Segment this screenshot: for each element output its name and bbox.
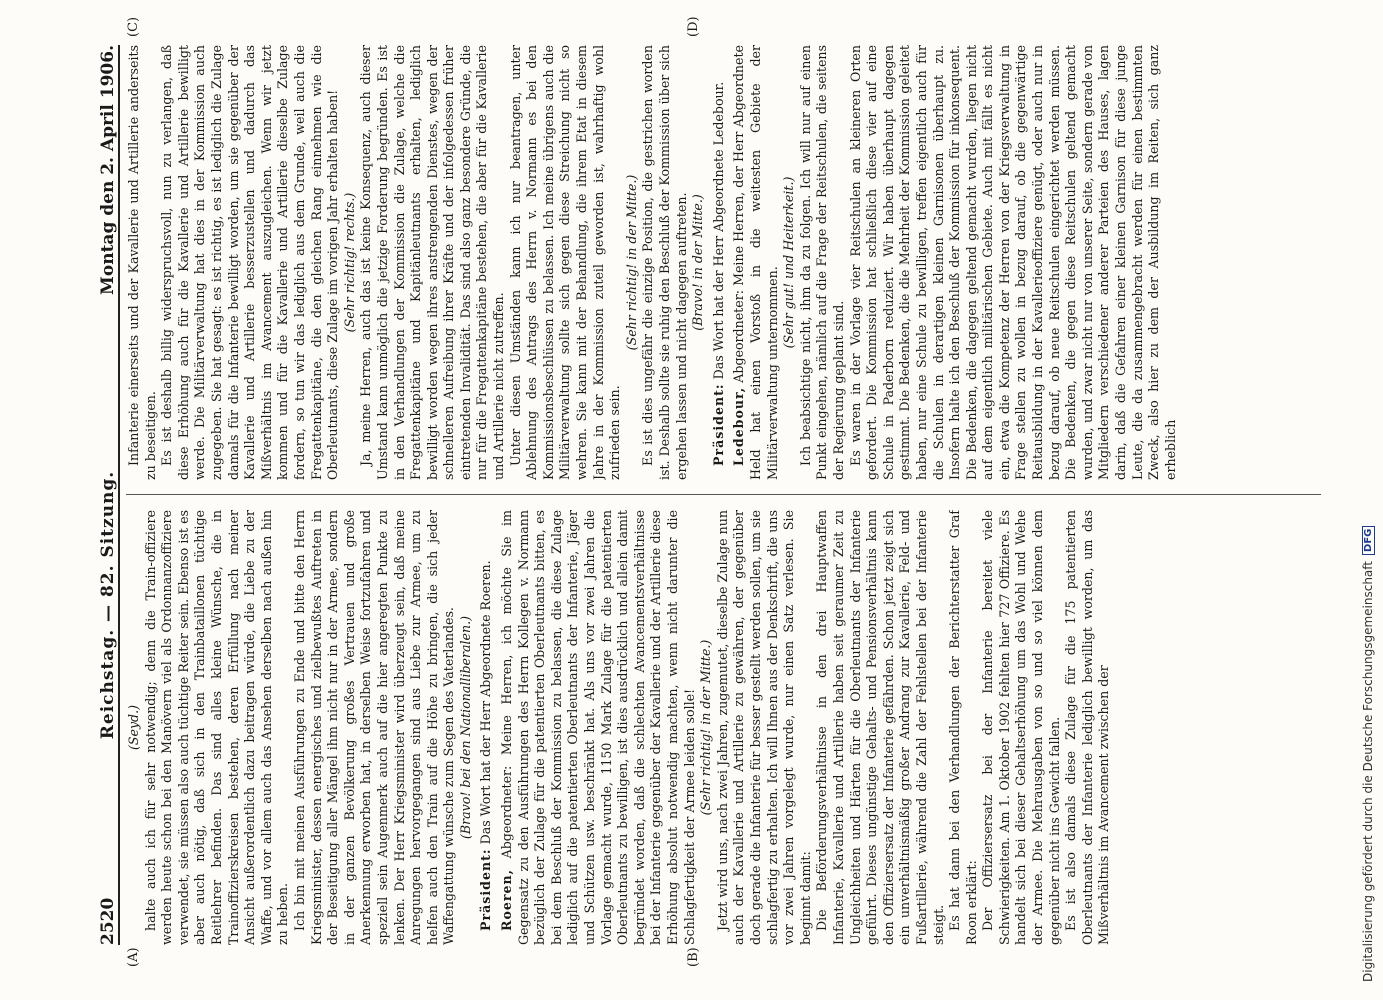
interjection: (Sehr gut! und Heiterkeit.) xyxy=(781,176,797,349)
session-date: Montag den 2. April 1906. xyxy=(98,45,118,295)
speaker-label: Präsident: xyxy=(478,848,494,931)
page-number: 2520 xyxy=(98,897,118,945)
roeren-statement xyxy=(499,510,698,945)
paragraph: Infanterie einerseits und der Kavallerie und Artillerie anderseits zu beseitigen. xyxy=(126,45,158,480)
paragraph: Unter diesen Umständen kann ich nur beantragen, unter Ablehnung des Antrags des Herrn v. Normann es bei den Kommissionsbeschlüssen zu belassen. Ich meine übrigens auch die Militärverwaltung sollte sich gegen diese Streichung nicht so wehren. Sie kann mit der Behandlung, die ihrem Etat in diesem Jahre in der Kommission zuteil geworden ist, wahrhaftig wohl zufrieden sein. xyxy=(507,45,623,480)
speaker-label: Ledebour, xyxy=(731,386,747,466)
left-column xyxy=(126,510,1321,945)
speaker-label: Roeren, xyxy=(499,868,515,931)
dfg-logo: DFG xyxy=(1362,526,1375,555)
digitization-credit xyxy=(1353,0,1383,1000)
paragraph: Es ist also damals diese Zulage für die 175 patentierten Oberleutnants der Infanterie lediglich bewilligt worden, um das Mißverhältnis im Avancement zwischen der xyxy=(1063,510,1112,945)
president-statement xyxy=(478,510,495,945)
speaker-label: Präsident: xyxy=(710,383,726,466)
paragraph: Ich bin mit meinen Ausführungen zu Ende und bitte den Herrn Kriegsminister, dessen energisches und zielbewußtes Auftreten in der Beseitigung aller Mängel ihm nicht nur in der Armee, sondern in der ganzen Bevölkerung großes Vertrauen und große Anerkennung erworben hat, in derselben Weise fortzufahren und speziell sein Augenmerk auch auf die hier angeregten Punkte zu lenken. Der Herr Kriegsminister wird überzeugt sein, daß meine Anregungen hervorgegangen sind aus Liebe zur Armee, um zu helfen auch den Train auf die Höhe zu bringen, die sich jeder Waffengattung wünsche zum Segen des Vaterlandes. xyxy=(291,510,457,945)
column-divider xyxy=(126,494,1321,495)
margin-marker-c: (C) xyxy=(126,16,141,37)
paragraph: Es ist dies ungefähr die einzige Position, die gestrichen worden ist. Deshalb sollte sie ruhig den Beschluß der Kommission über sich ergehen lassen und nicht dagegen auftreten. xyxy=(640,45,689,480)
interjection: (Sehr richtig! in der Mitte.) xyxy=(623,174,639,351)
ledebour-statement xyxy=(731,45,781,480)
margin-marker-b: (B) xyxy=(686,947,701,967)
statement-text: Abgeordneter: Meine Herren, der Herr Abgeordnete Held hat einen Vorstoß in die weitesten Gebiete der Militärverwaltung unternommen. xyxy=(731,45,780,480)
margin-marker-a: (A) xyxy=(126,947,141,967)
quotation: Der Offiziersersatz bei der Infanterie bereitet viele Schwierigkeiten. Am 1. Oktober 1902 fehlten hier 727 Offiziere. Es handelt sich bei dieser Gehaltserhöhung um das Wohl und Wehe der Armee. Die Mehrausgaben von so und so viel können dem gegenüber nicht ins Gewicht fallen. xyxy=(980,510,1062,945)
interjection: (Bravo! bei den Nationalliberalen.) xyxy=(457,615,473,840)
interjection: (Bravo! in der Mitte.) xyxy=(690,194,706,331)
paragraph: Ja, meine Herren, auch das ist keine Konsequenz, auch dieser Umstand kann unmöglich die jetzige Forderung begründen. Es ist in den Verhandlungen der Kommission die Zulage, welche die Fregattenkapitäne und Kapitänleutnants erhalten, lediglich bewilligt worden wegen ihres anstrengenden Dienstes, wegen der schnelleren Aufreibung ihrer Kräfte und der infolgedessen früher eintretenden Invalidität. Das sind also ganz besondere Gründe, die nur für die Fregattenkapitäne bestehen, die aber für die Kavallerie und Artillerie nicht zutreffen. xyxy=(358,45,507,480)
paragraph: Jetzt wird uns, nach zwei Jahren, zugemutet, dieselbe Zulage nun auch der Kavallerie und Artillerie zu gewähren, der gegenüber doch gerade die Infanterie für besser gestellt werden sollen, um sie schlagfertig zu erhalten. Ich will Ihnen aus der Denkschrift, die uns vor zwei Jahren vorgelegt wurde, nur einen Satz verlesen. Sie beginnt damit: xyxy=(714,510,813,945)
interjection: (Sehr richtig! in der Mitte.) xyxy=(698,639,714,816)
speaker-tag: (Seyd.) xyxy=(126,704,141,751)
page-header xyxy=(90,45,120,945)
document-page xyxy=(90,16,1330,967)
statement-text: Abgeordneter: Meine Herren, ich möchte Sie im Gegensatz zu den Ausführungen des Herrn Kollegen v. Normann bezüglich der Zulage für die patentierten Oberleutnants bitten, es bei dem Beschluß der Kommission zu belassen, die diese Zulage lediglich auf die patentierten Oberleutnants der Infanterie, Jäger und Schützen usw. beschränkt hat. Als uns vor zwei Jahren die Vorlage gemacht wurde, 1150 Mark Zulage für die patentierten Oberleutnants zu bewilligen, ist dies ausdrücklich und allein damit begründet worden, daß die schlechten Avancementsverhältnisse bei der Infanterie gegenüber der Kavallerie und der Artillerie diese Erhöhung absolut notwendig machten, wenn nicht darunter die Schlagfertigkeit der Armee leiden solle! xyxy=(499,510,697,945)
paragraph: Ich beabsichtige nicht, ihm da zu folgen. Ich will nur auf einen Punkt eingehen, nämlich auf die Frage der Reitschulen, die seitens der Regierung geplant sind. xyxy=(797,45,846,480)
right-column xyxy=(126,45,1321,480)
credit-text: Digitalisierung gefördert durch die Deutsche Forschungsgemeinschaft xyxy=(1361,560,1375,982)
statement-text: Das Wort hat der Herr Abgeordnete Roeren. xyxy=(478,560,494,845)
text-columns xyxy=(126,16,1326,967)
paragraph: Es waren in der Vorlage vier Reitschulen an kleineren Orten gefordert. Die Kommission hat schließlich diese vier auf eine Schule in Paderborn reduziert. Wir haben überhaupt dagegen gestimmt. Die Bedenken, die die Mehrheit der Kommission geleitet haben, nur eine Schule zu bewilligen, treffen eigentlich auch für die Schulen in derartigen kleinen Garnisonen überhaupt zu. Insofern halte ich den Beschluß der Kommission für inkonsequent. Die Bedenken, die dagegen geltend gemacht wurden, liegen nicht auf dem eigentlich militärischen Gebiete. Auch mit fällt es nicht ein, etwa die Kompetenz der Herren von der Kriegsverwaltung in Frage stellen zu wollen in bezug darauf, ob die gegenwärtige Reitausbildung in der Kavallerieoffiziere genügt, oder auch nur in bezug darauf, ob neue Reitschulen eingerichtet werden müssen. Die Bedenken, die gegen diese Reitschulen geltend gemacht wurden, und zwar nicht nur von unserer Seite, sondern gerade von Mitgliedern verschiedener anderer Parteien des Hauses, lagen darin, daß die Gefahren einer kleinen Garnison für diese junge Leute, die da zusammengebracht werden für einen bestimmten Zweck, also hier zu dem der Ausbildung im Reiten, sich ganz erheblich xyxy=(847,45,1178,480)
paragraph: Es ist deshalb billig widerspruchsvoll, nun zu verlangen, daß diese Erhöhung auch für die Kavallerie und Artillerie bewilligt werde. Die Militärverwaltung hat dies in der Kommission auch zugegeben. Sie hat gesagt: es ist richtig, es ist lediglich die Zulage damals für die Infanterie bewilligt worden, um sie gegenüber der Kavallerie und Artillerie besserzustellen und dadurch das Mißverhältnis im Avancement auszugleichen. Wenn wir jetzt kommen und für die Kavallerie und Artillerie dieselbe Zulage fordern, so tun wir das lediglich aus dem Grunde, weil auch die Fregattenkapitäne, die den gleichen Rang einnehmen wie die Oberleutnants, diese Zulage im vorigen Jahr erhalten haben! xyxy=(159,45,341,480)
margin-marker-d: (D) xyxy=(686,16,701,37)
quotation: Die Beförderungsverhältnisse in den drei Hauptwaffen Infanterie, Kavallerie und Artillerie haben seit geraumer Zeit zu Ungleichheiten und Härten für die Oberleutnants der Infanterie geführt. Dieses ungünstige Gehalts- und Pensionsverhältnis kann den Offiziersersatz der Infanterie gefährden. Schon jetzt zeigt sich ein unverhältnismäßig großer Andrang zur Kavallerie, Feld- und Fußartillerie, während die Zahl der Fehlstellen bei der Infanterie steigt. xyxy=(814,510,946,945)
page-title: Reichstag. — 82. Sitzung. xyxy=(98,470,118,740)
paragraph: Es hat dann bei den Verhandlungen der Berichterstatter Graf Roon erklärt: xyxy=(947,510,979,945)
interjection: (Sehr richtig! rechts.) xyxy=(341,192,357,333)
president-statement xyxy=(711,45,728,480)
paragraph: halte auch ich für sehr notwendig; denn die Train-offiziere werden heute schon bei den Manövern viel als Ordonnanzoffiziere verwendet, sie müssen also auch tüchtige Reiter sein. Ebenso ist es aber auch nötig, daß sich in den Trainbataillonen tüchtige Reitlehrer befinden. Das sind alles kleine Wünsche, die in Trainoffizierskreisen bestehen, deren Erfüllung nach meiner Ansicht außerordentlich dazu beitragen würde, die Liebe zu der Waffe, und vor allem auch das Ansehen derselben nach außen hin zu heben. xyxy=(142,510,291,945)
statement-text: Das Wort hat der Herr Abgeordnete Ledebour. xyxy=(710,81,726,380)
